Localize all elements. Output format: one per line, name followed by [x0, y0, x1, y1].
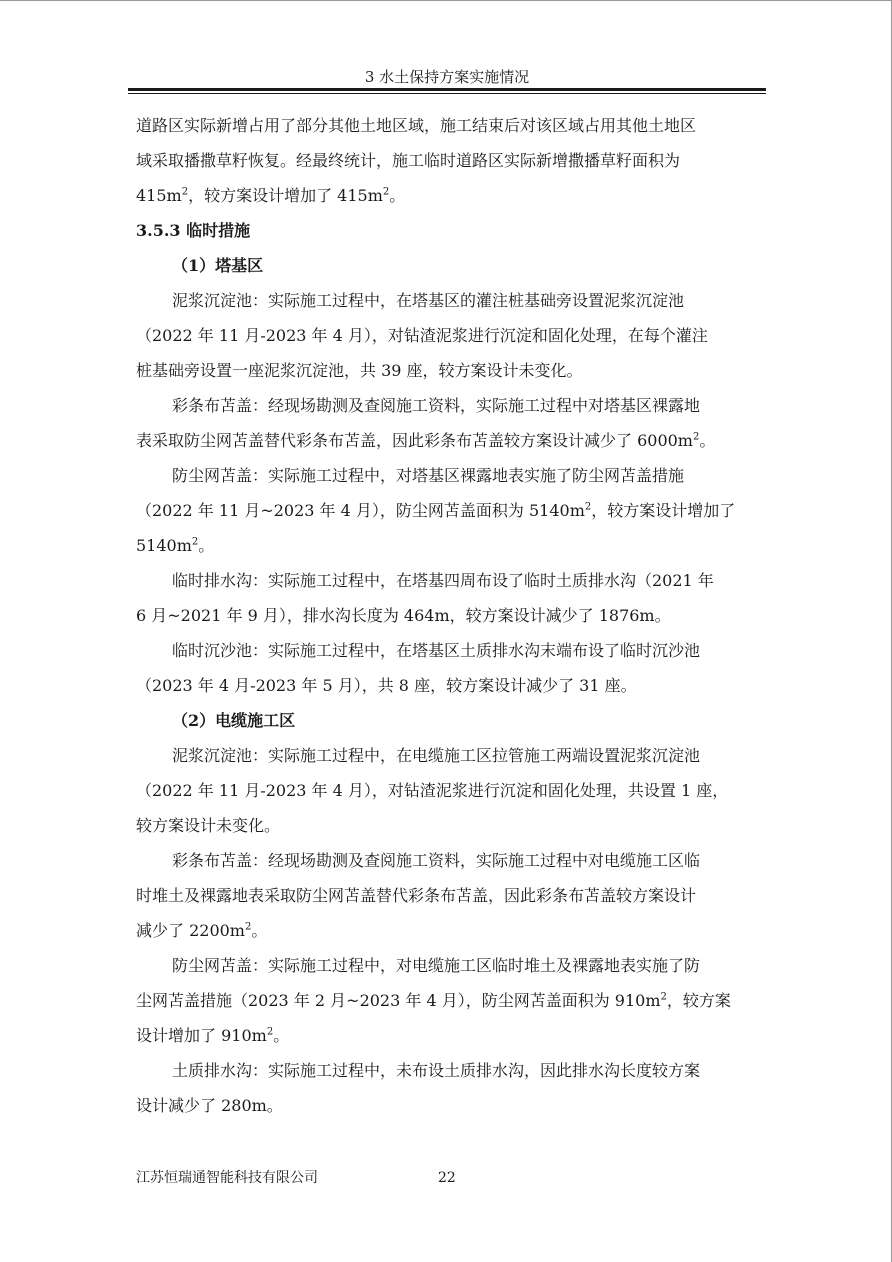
paragraph-mud-pool-tower: [136, 283, 758, 388]
text-line: （2022 年 11 月-2023 年 4 月），对钻渣泥浆进行沉淀和固化处理，在每个灌注: [136, 326, 708, 345]
text-line: （2022 年 11 月~2023 年 4 月），防尘网苫盖面积为 $5140m^2$，较方案设计增加了: [136, 501, 736, 520]
text-line: 彩条布苫盖：经现场勘测及查阅施工资料，实际施工过程中对塔基区裸露地: [172, 396, 701, 415]
text-line: 减少了 $2200m^2$。: [136, 921, 268, 940]
paragraph-dust-net-tower: [136, 458, 758, 563]
paragraph-soil-ditch-cable: [136, 1053, 758, 1123]
text-line: 桩基础旁设置一座泥浆沉淀池，共 39 座，较方案设计未变化。: [136, 361, 583, 380]
text-line: 设计减少了 280m。: [136, 1096, 283, 1115]
text-line: 时堆土及裸露地表采取防尘网苫盖替代彩条布苫盖，因此彩条布苫盖较方案设计: [136, 886, 697, 905]
text-line: 较方案设计未变化。: [136, 816, 281, 835]
text-line: 防尘网苫盖：实际施工过程中，对塔基区裸露地表实施了防尘网苫盖措施: [172, 466, 685, 485]
paragraph-dust-net-cable: [136, 948, 758, 1053]
header-rule-thin: [128, 93, 766, 94]
text-line: 域采取播撒草籽恢复。经最终统计，施工临时道路区实际新增撒播草籽面积为: [136, 151, 681, 170]
paragraph-sand-basin-tower: [136, 633, 758, 703]
text-line: 防尘网苫盖：实际施工过程中，对电缆施工区临时堆土及裸露地表实施了防: [172, 956, 701, 975]
header-rule-thick: [128, 88, 766, 91]
paragraph-drainage-ditch-tower: [136, 563, 758, 633]
page-number: 22: [438, 1170, 456, 1186]
text-line: 表采取防尘网苫盖替代彩条布苫盖，因此彩条布苫盖较方案设计减少了 $6000m^2$。: [136, 431, 716, 450]
paragraph-tarp-cover-tower: [136, 388, 758, 458]
text-line: 6 月~2021 年 9 月），排水沟长度为 464m，较方案设计减少了 1876m。: [136, 606, 671, 625]
running-header: 3 水土保持方案实施情况: [364, 68, 530, 86]
paragraph-mud-pool-cable: [136, 738, 758, 843]
text-line: $5140m^2$。: [136, 536, 215, 555]
text-line: （2022 年 11 月-2023 年 4 月），对钻渣泥浆进行沉淀和固化处理，共设置 1 座，: [136, 781, 729, 800]
document-body: [136, 108, 758, 1123]
footer-company-name: 江苏恒瑞通智能科技有限公司: [136, 1170, 318, 1186]
text-line: 临时排水沟：实际施工过程中，在塔基四周布设了临时土质排水沟（2021 年: [172, 571, 714, 590]
text-line: 土质排水沟：实际施工过程中，未布设土质排水沟，因此排水沟长度较方案: [172, 1061, 701, 1080]
subsection-heading-tower-area: （1）塔基区: [172, 256, 264, 275]
text-line: 彩条布苫盖：经现场勘测及查阅施工资料，实际施工过程中对电缆施工区临: [172, 851, 701, 870]
paragraph-road-area: [136, 108, 758, 213]
section-heading: 3.5.3 临时措施: [136, 221, 251, 240]
text-line: （2023 年 4 月-2023 年 5 月），共 8 座，较方案设计减少了 31 座。: [136, 676, 637, 695]
page-top-edge: [0, 0, 892, 1]
text-line: 泥浆沉淀池：实际施工过程中，在塔基区的灌注桩基础旁设置泥浆沉淀池: [172, 291, 685, 310]
text-line: 尘网苫盖措施（2023 年 2 月~2023 年 4 月），防尘网苫盖面积为 $910m^2$，较方案: [136, 991, 731, 1010]
text-line: 临时沉沙池：实际施工过程中，在塔基区土质排水沟末端布设了临时沉沙池: [172, 641, 701, 660]
subsection-heading-cable-area: （2）电缆施工区: [172, 711, 296, 730]
paragraph-tarp-cover-cable: [136, 843, 758, 948]
text-line: $415m^2$，较方案设计增加了 $415m^2$。: [136, 186, 406, 205]
text-line: 道路区实际新增占用了部分其他土地区域，施工结束后对该区域占用其他土地区: [136, 116, 697, 135]
text-line: 泥浆沉淀池：实际施工过程中，在电缆施工区拉管施工两端设置泥浆沉淀池: [172, 746, 701, 765]
text-line: 设计增加了 $910m^2$。: [136, 1026, 290, 1045]
